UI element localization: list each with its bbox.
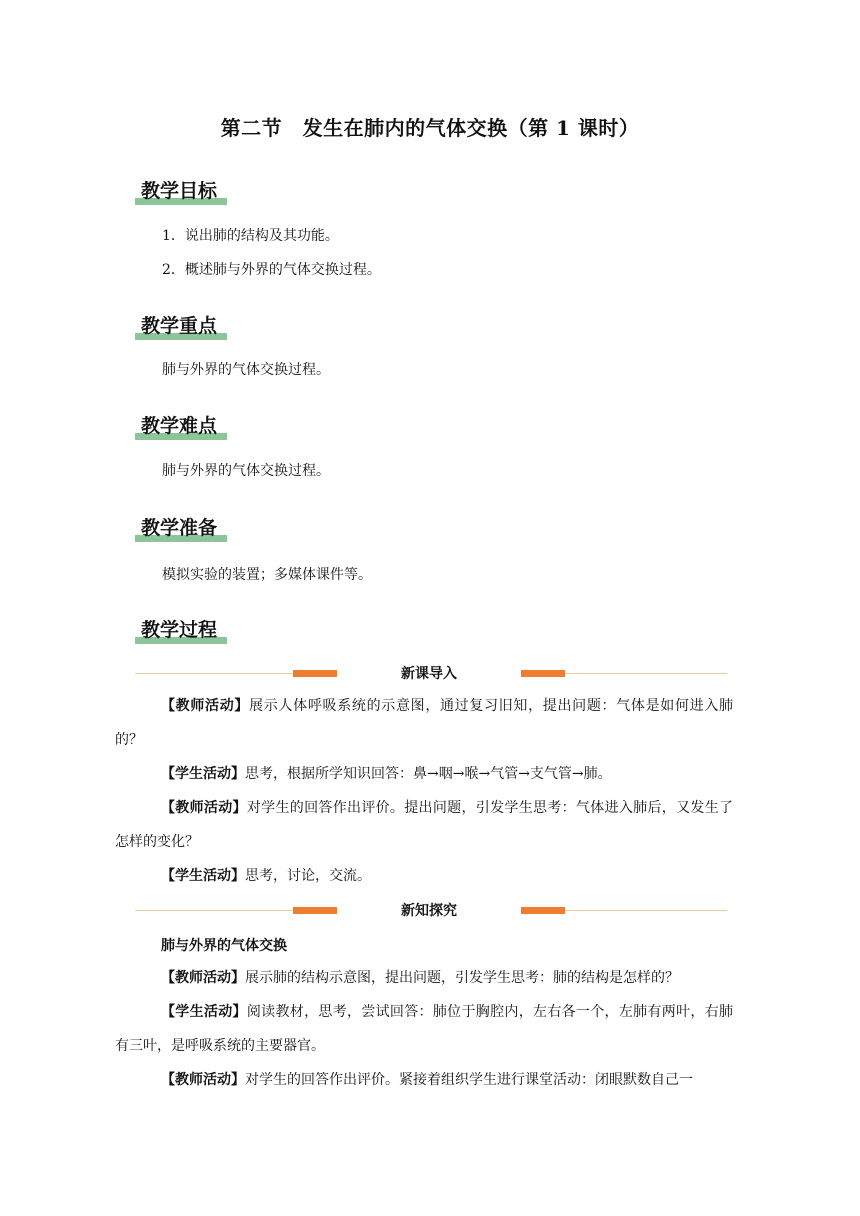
activity-tag: 【教师活动】 xyxy=(161,800,247,816)
activity-tag: 【学生活动】 xyxy=(161,868,245,884)
intro-paragraph xyxy=(115,859,733,893)
paragraph-text: 思考，讨论，交流。 xyxy=(245,868,371,884)
key-point-text: 肺与外界的气体交换过程。 xyxy=(162,362,330,378)
section-heading-label: 教学目标 xyxy=(141,180,218,202)
paragraph-text: 思考，根据所学知识回答：鼻→咽→喉→气管→支气管→肺。 xyxy=(245,766,612,782)
divider-line xyxy=(565,910,727,911)
explore-subheading: 肺与外界的气体交换 xyxy=(161,938,287,954)
divider-block xyxy=(521,907,565,914)
divider-line xyxy=(135,910,293,911)
divider-line xyxy=(135,673,293,674)
paragraph-text: 对学生的回答作出评价。提出问题，引发学生思考：气体进入肺后，又发生了怎样的变化？ xyxy=(115,800,734,850)
preparation-text: 模拟实验的装置；多媒体课件等。 xyxy=(162,567,372,583)
section-heading-key-point xyxy=(135,310,227,340)
divider-line xyxy=(565,673,727,674)
divider-label: 新知探究 xyxy=(401,903,457,919)
difficulty-text: 肺与外界的气体交换过程。 xyxy=(162,463,330,479)
section-heading-process xyxy=(135,614,227,644)
divider-intro xyxy=(135,664,727,684)
explore-paragraph xyxy=(115,1063,733,1097)
paragraph-text: 展示肺的结构示意图，提出问题，引发学生思考：肺的结构是怎样的？ xyxy=(245,970,679,986)
divider-explore xyxy=(135,901,727,921)
intro-paragraph xyxy=(115,791,733,859)
section-heading-label: 教学难点 xyxy=(141,415,218,437)
activity-tag: 【学生活动】 xyxy=(161,1004,247,1020)
activity-tag: 【教师活动】 xyxy=(161,970,245,986)
divider-block xyxy=(521,670,565,677)
paragraph-text: 阅读教材，思考，尝试回答：肺位于胸腔内，左右各一个，左肺有两叶，右肺有三叶，是呼吸系统的主要器官。 xyxy=(115,1004,734,1054)
explore-paragraph xyxy=(115,995,733,1063)
objective-item: 2．概述肺与外界的气体交换过程。 xyxy=(162,262,381,278)
section-heading-label: 教学过程 xyxy=(141,619,218,641)
section-heading-label: 教学重点 xyxy=(141,315,218,337)
activity-tag: 【教师活动】 xyxy=(161,1072,245,1088)
paragraph-text: 展示人体呼吸系统的示意图，通过复习旧知，提出问题：气体是如何进入肺的？ xyxy=(115,698,734,748)
paragraph-text: 对学生的回答作出评价。紧接着组织学生进行课堂活动：闭眼默数自己一 xyxy=(245,1072,693,1088)
divider-block xyxy=(293,670,337,677)
section-heading-label: 教学准备 xyxy=(141,517,218,539)
divider-block xyxy=(293,907,337,914)
intro-paragraph xyxy=(115,689,733,757)
objective-item: 1．说出肺的结构及其功能。 xyxy=(162,228,339,244)
section-heading-preparation xyxy=(135,512,227,542)
intro-paragraph xyxy=(115,757,733,791)
page-title: 第二节 发生在肺内的气体交换（第 1 课时） xyxy=(220,116,640,140)
activity-tag: 【学生活动】 xyxy=(161,766,245,782)
explore-paragraph xyxy=(115,961,733,995)
activity-tag: 【教师活动】 xyxy=(161,698,250,714)
divider-label: 新课导入 xyxy=(401,666,457,682)
section-heading-objectives xyxy=(135,175,227,205)
section-heading-difficulty xyxy=(135,410,227,440)
